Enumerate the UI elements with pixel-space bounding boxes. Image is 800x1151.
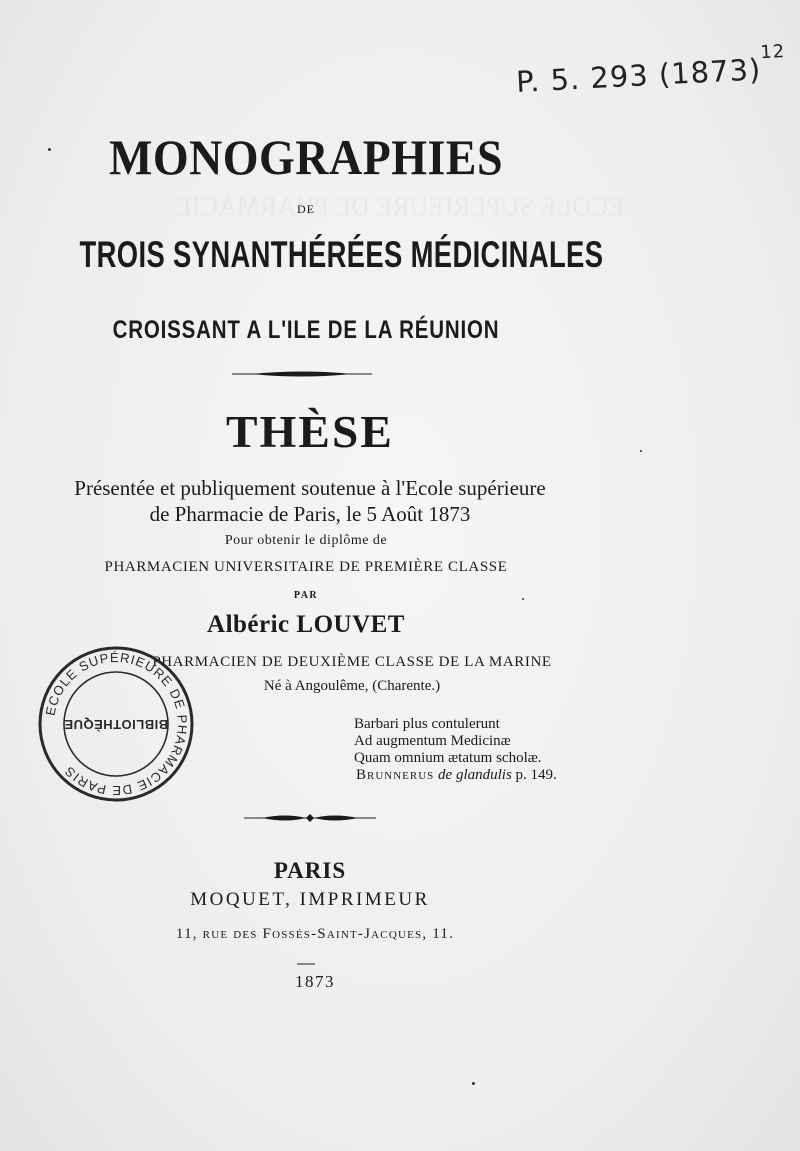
- shelfmark-sup: 12: [759, 41, 786, 64]
- epigraph-line-1: Barbari plus contulerunt: [354, 716, 500, 732]
- address-number: 11,: [175, 926, 198, 942]
- epigraph: [354, 716, 557, 784]
- title-connector: DE: [297, 202, 315, 216]
- epigraph-line-3: Quam omnium ætatum scholæ.: [354, 750, 542, 766]
- location-title: CROISSANT A L'ILE DE LA RÉUNION: [112, 316, 500, 344]
- imprint-printer: MOQUET, IMPRIMEUR: [190, 889, 430, 910]
- presented-line-1: Présentée et publiquement soutenue à l'Ecole supérieure: [74, 476, 546, 500]
- author-title: PHARMACIEN DE DEUXIÈME CLASSE DE LA MARINE: [152, 654, 552, 670]
- epigraph-work: de glandulis: [438, 767, 512, 783]
- address-number-end: 11.: [432, 926, 455, 942]
- by-label: PAR: [293, 590, 319, 601]
- presented-line-2: de Pharmacie de Paris, le 5 Août 1873: [149, 502, 471, 526]
- paper-speck: [640, 450, 642, 452]
- epigraph-line-2: Ad augmentum Medicinæ: [354, 733, 511, 749]
- thesis-label: THÈSE: [225, 407, 395, 457]
- purpose-line: Pour obtenir le diplôme de: [224, 533, 388, 548]
- imprint-address: [0, 926, 630, 943]
- epigraph-page: p. 149.: [515, 767, 557, 783]
- paper-speck: [522, 598, 524, 600]
- author-name: Albéric LOUVET: [207, 611, 405, 638]
- shelfmark-text: P. 5. 293 (1873): [515, 52, 763, 100]
- library-stamp: [36, 644, 196, 804]
- imprint-city: PARIS: [273, 858, 347, 883]
- stamp-center-text: BIBLIOTHÈQUE: [63, 717, 169, 732]
- diploma-line: PHARMACIEN UNIVERSITAIRE DE PREMIÈRE CLASSE: [104, 559, 508, 575]
- ornamental-rule-top: [232, 368, 372, 380]
- author-birth: Né à Angoulême, (Charente.): [263, 678, 441, 694]
- epigraph-author: Brunnerus: [356, 767, 435, 783]
- handwritten-shelfmark: [515, 41, 787, 100]
- subject-title: TROIS SYNANTHÉRÉES MÉDICINALES: [79, 234, 604, 275]
- short-rule: [297, 962, 315, 966]
- paper-speck: [48, 148, 51, 151]
- paper-speck: [472, 1082, 475, 1085]
- ornamental-rule-bottom: [244, 811, 376, 825]
- imprint-year: 1873: [295, 972, 335, 991]
- address-street: rue des Fossés-Saint-Jacques,: [202, 926, 428, 942]
- stamp-outer-text-path: ECOLE SUPÉRIEURE DE PHARMACIE DE PARIS: [42, 649, 191, 799]
- main-title: MONOGRAPHIES: [109, 129, 503, 185]
- epigraph-citation: [356, 767, 557, 784]
